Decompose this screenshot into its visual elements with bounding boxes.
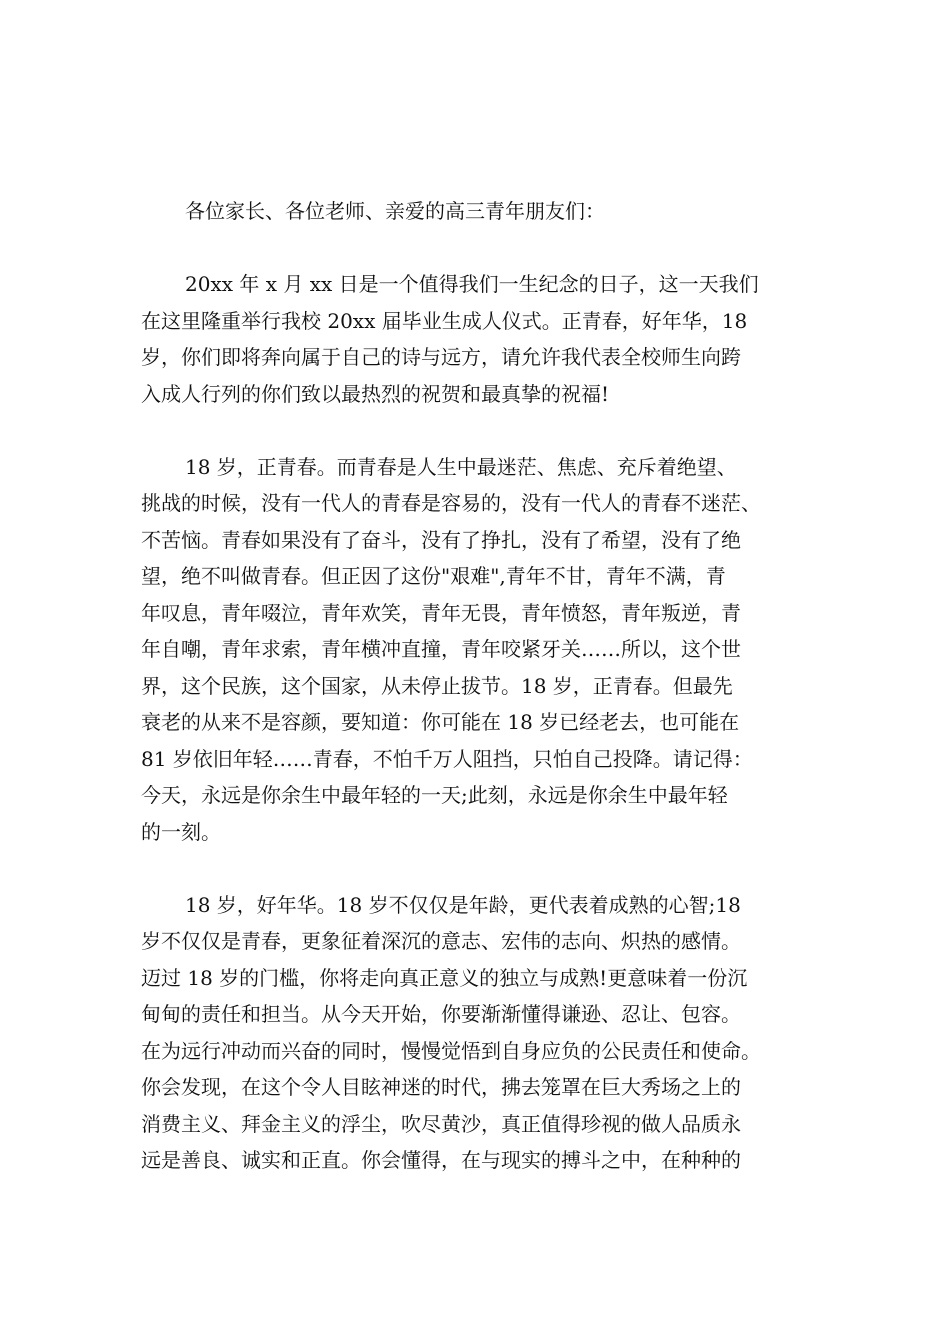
paragraph-line: 在为远行冲动而兴奋的同时，慢慢觉悟到自身应负的公民责任和使命。: [141, 1038, 761, 1063]
paragraph-line: 81 岁依旧年轻……青春，不怕千万人阻挡，只怕自己投降。请记得：: [141, 746, 753, 771]
paragraph-gap: [141, 230, 821, 267]
paragraph-line: 你会发现，在这个令人目眩神迷的时代，拂去笼罩在巨大秀场之上的: [141, 1075, 741, 1099]
paragraph-line: 不苦恼。青春如果没有了奋斗，没有了挣扎，没有了希望，没有了绝: [141, 527, 741, 552]
paragraph-line: 18 岁，正青春。而青春是人生中最迷茫、焦虑、充斥着绝望、: [185, 454, 737, 479]
paragraph-line: 消费主义、拜金主义的浮尘，吹尽黄沙，真正值得珍视的做人品质永: [141, 1111, 741, 1136]
paragraph-line: 界，这个民族，这个国家，从未停止拔节。18 岁，正青春。但最先: [141, 673, 733, 698]
paragraph-gap: [141, 412, 821, 449]
paragraph-2: [141, 449, 821, 851]
salutation: 各位家长、各位老师、亲爱的高三青年朋友们：: [185, 199, 605, 223]
paragraph-1: [141, 266, 821, 412]
paragraph-line: 岁不仅仅是青春，更象征着深沉的意志、宏伟的志向、炽热的感情。: [141, 929, 741, 953]
paragraph-line: 的一刻。: [141, 819, 221, 844]
paragraph-line: 年自嘲，青年求索，青年横冲直撞，青年咬紧牙关……所以，这个世: [141, 637, 741, 661]
paragraph-line: 18 岁，好年华。18 岁不仅仅是年龄，更代表着成熟的心智;18: [185, 892, 741, 917]
paragraph-line: 甸甸的责任和担当。从今天开始，你要渐渐懂得谦逊、忍让、包容。: [141, 1002, 741, 1026]
paragraph-line: 远是善良、诚实和正直。你会懂得，在与现实的搏斗之中，在种种的: [141, 1148, 741, 1172]
paragraph-line: 年叹息，青年啜泣，青年欢笑，青年无畏，青年愤怒，青年叛逆，青: [141, 600, 741, 625]
paragraph-3: [141, 887, 821, 1179]
paragraph-gap: [141, 850, 821, 887]
paragraph-line: 今天，永远是你余生中最年轻的一天;此刻，永远是你余生中最年轻: [141, 783, 728, 807]
paragraph-line: 在这里隆重举行我校 20xx 届毕业生成人仪式。正青春，好年华，18: [141, 308, 748, 333]
paragraph-line: 迈过 18 岁的门槛，你将走向真正意义的独立与成熟!更意味着一份沉: [141, 965, 748, 990]
paragraph-line: 入成人行列的你们致以最热烈的祝贺和最真挚的祝福!: [141, 381, 610, 406]
speech-body: [141, 193, 821, 1179]
paragraph-line: 岁，你们即将奔向属于自己的诗与远方，请允许我代表全校师生向跨: [141, 345, 741, 369]
paragraph-line: 衰老的从来不是容颜，要知道：你可能在 18 岁已经老去，也可能在: [141, 710, 740, 734]
paragraph-line: 20xx 年 x 月 xx 日是一个值得我们一生纪念的日子，这一天我们: [185, 272, 759, 296]
paragraph-line: 挑战的时候，没有一代人的青春是容易的，没有一代人的青春不迷茫、: [141, 491, 761, 515]
paragraph-line: 望，绝不叫做青春。但正因了这份"艰难",青年不甘，青年不满，青: [141, 564, 726, 588]
